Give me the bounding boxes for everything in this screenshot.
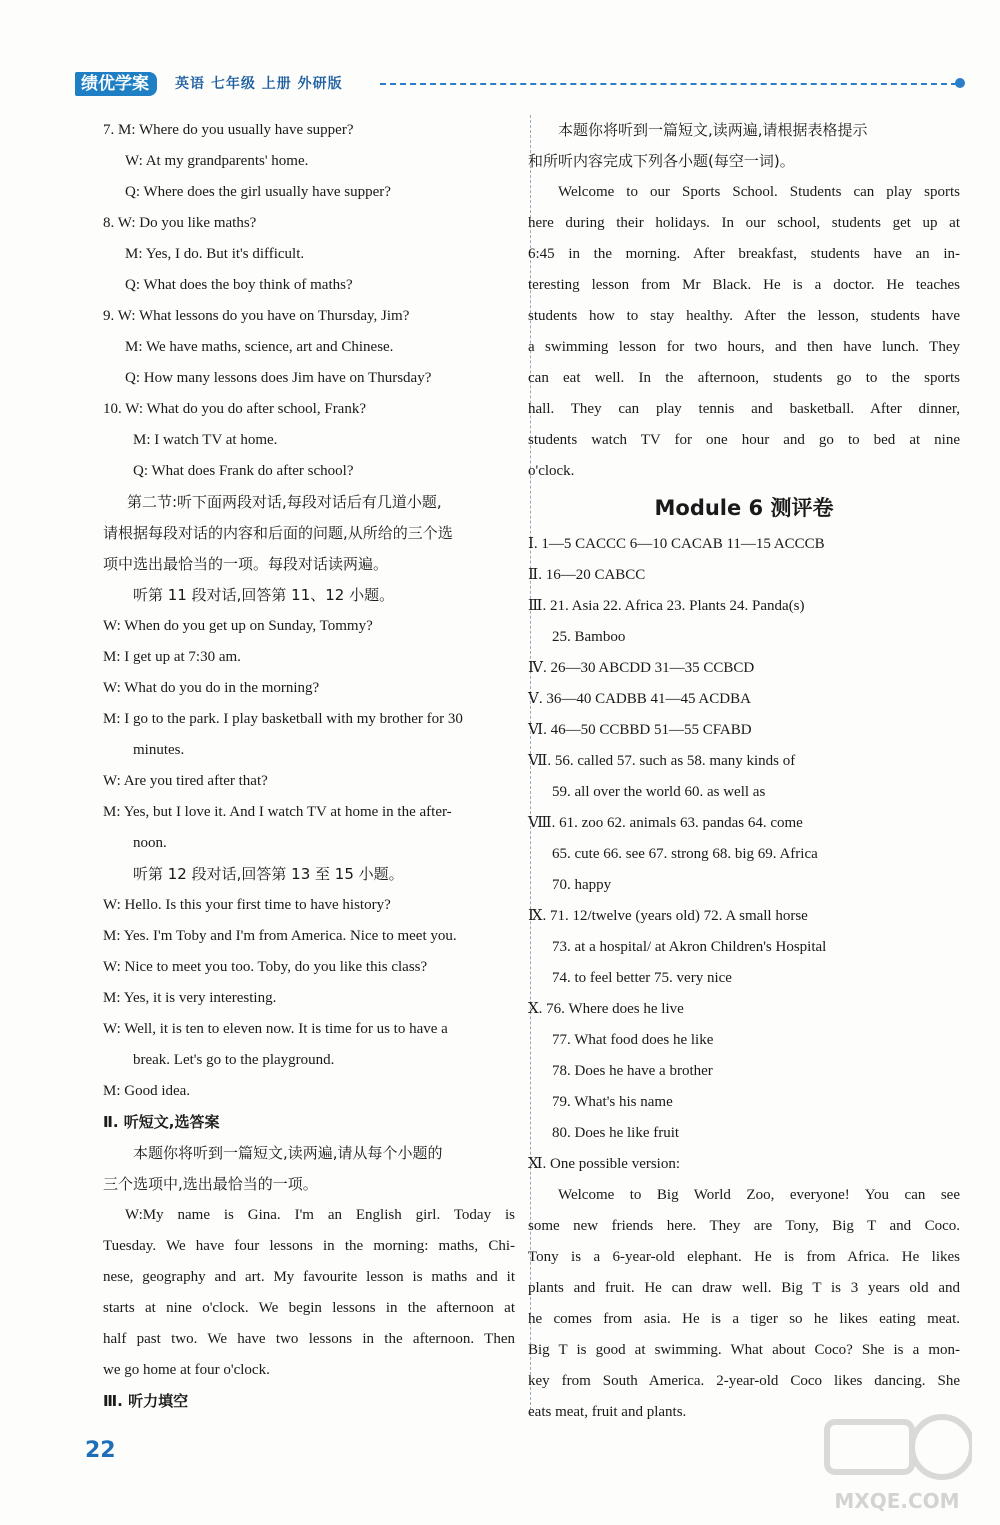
text-line: students watch TV for one hour and go to bed at nine xyxy=(528,432,960,448)
text-line: Ⅲ. 听力填空 xyxy=(103,1392,189,1410)
header-dot xyxy=(955,78,965,88)
text-line: 9. W: What lessons do you have on Thursday, Jim? xyxy=(103,308,410,324)
text-line: Ⅴ. 36—40 CADBB 41—45 ACDBA xyxy=(528,691,751,707)
text-line: Q: Where does the girl usually have supper? xyxy=(125,184,391,200)
text-line: eats meat, fruit and plants. xyxy=(528,1404,687,1420)
text-line: noon. xyxy=(133,835,167,851)
text-line: Ⅲ. 21. Asia 22. Africa 23. Plants 24. Panda(s) xyxy=(528,598,805,614)
text-line: M: I watch TV at home. xyxy=(133,432,278,448)
text-line: 25. Bamboo xyxy=(552,629,626,645)
text-line: Q: How many lessons does Jim have on Thursday? xyxy=(125,370,432,386)
text-line: Ⅹ. 76. Where does he live xyxy=(528,1001,684,1017)
text-line: W: Well, it is ten to eleven now. It is time for us to have a xyxy=(103,1021,448,1037)
text-line: M: I get up at 7:30 am. xyxy=(103,649,241,665)
text-line: minutes. xyxy=(133,742,185,758)
text-line: 8. W: Do you like maths? xyxy=(103,215,257,231)
header-rule xyxy=(380,83,957,85)
page-number: 22 xyxy=(85,1438,116,1463)
text-line: Ⅰ. 1—5 CACCC 6—10 CACAB 11—15 ACCCB xyxy=(528,536,825,552)
text-line: 6:45 in the morning. After breakfast, students have an in- xyxy=(528,246,960,262)
text-line: M: Yes, but I love it. And I watch TV at home in the after- xyxy=(103,804,452,820)
text-line: M: I go to the park. I play basketball with my brother for 30 xyxy=(103,711,463,727)
text-line: M: Yes. I'm Toby and I'm from America. Nice to meet you. xyxy=(103,928,457,944)
text-line: 和所听内容完成下列各小题(每空一词)。 xyxy=(528,152,795,170)
answer-key xyxy=(528,529,960,1428)
text-line: W: Hello. Is this your first time to have history? xyxy=(103,897,391,913)
text-line: W: Are you tired after that? xyxy=(103,773,268,789)
text-line: 74. to feel better 75. very nice xyxy=(552,970,732,986)
text-line: o'clock. xyxy=(528,463,575,479)
text-line: here during their holidays. In our school, students get up at xyxy=(528,215,960,231)
text-line: key from South America. 2-year-old Coco likes dancing. She xyxy=(528,1373,960,1389)
text-line: 78. Does he have a brother xyxy=(552,1063,713,1079)
text-line: hall. They can play tennis and basketball. After dinner, xyxy=(528,401,960,417)
module-title: Module 6 测评卷 xyxy=(654,496,834,520)
text-line: Ⅶ. 56. called 57. such as 58. many kinds of xyxy=(528,753,796,769)
text-line: 项中选出最恰当的一项。每段对话读两遍。 xyxy=(103,555,389,573)
text-line: 70. happy xyxy=(552,877,612,893)
text-line: 73. at a hospital/ at Akron Children's Hospital xyxy=(552,939,827,955)
listening-passage xyxy=(528,115,960,487)
brand-logo: 绩优学案 xyxy=(75,72,157,96)
text-line: a swimming lesson for two hours, and then have lunch. They xyxy=(528,339,960,355)
text-line: 80. Does he like fruit xyxy=(552,1125,680,1141)
text-line: Welcome to our Sports School. Students can play sports xyxy=(558,184,960,200)
text-line: 59. all over the world 60. as well as xyxy=(552,784,766,800)
text-line: he comes from asia. He is a tiger so he likes eating meat. xyxy=(528,1311,960,1327)
text-line: 7. M: Where do you usually have supper? xyxy=(103,122,354,138)
text-line: M: Yes, it is very interesting. xyxy=(103,990,277,1006)
text-line: Q: What does Frank do after school? xyxy=(133,463,354,479)
text-line: Tuesday. We have four lessons in the morning: maths, Chi- xyxy=(103,1238,515,1254)
text-line: 65. cute 66. see 67. strong 68. big 69. Africa xyxy=(552,846,818,862)
watermark-logo xyxy=(822,1402,972,1517)
text-line: M: Good idea. xyxy=(103,1083,191,1099)
text-line: teresting lesson from Mr Black. He is a doctor. He teaches xyxy=(528,277,960,293)
watermark-text: MXQE.COM xyxy=(834,1489,960,1513)
right-column xyxy=(528,115,960,1428)
text-line: some new friends here. They are Tony, Big T and Coco. xyxy=(528,1218,960,1234)
text-line: W: Nice to meet you too. Toby, do you like this class? xyxy=(103,959,428,975)
text-line: nese, geography and art. My favourite lesson is maths and it xyxy=(103,1269,515,1285)
text-line: 请根据每段对话的内容和后面的问题,从所给的三个选 xyxy=(103,524,453,542)
text-line: W:My name is Gina. I'm an English girl. Today is xyxy=(125,1207,515,1223)
text-line: Ⅺ. One possible version: xyxy=(528,1156,681,1172)
text-line: Big T is good at swimming. What about Coco? She is a mon- xyxy=(528,1342,960,1358)
text-line: Ⅷ. 61. zoo 62. animals 63. pandas 64. come xyxy=(528,815,803,831)
text-line: 第二节:听下面两段对话,每段对话后有几道小题, xyxy=(127,493,442,511)
text-line: 三个选项中,选出最恰当的一项。 xyxy=(103,1175,318,1193)
text-line: M: Yes, I do. But it's difficult. xyxy=(125,246,305,262)
text-line: starts at nine o'clock. We begin lessons in the afternoon at xyxy=(103,1300,515,1316)
text-line: 10. W: What do you do after school, Frank? xyxy=(103,401,366,417)
text-line: plants and fruit. He can draw well. Big T is 3 years old and xyxy=(528,1280,960,1296)
page-header xyxy=(75,70,965,100)
text-line: Tony is a 6-year-old elephant. He is from Africa. He likes xyxy=(528,1249,960,1265)
left-column xyxy=(103,115,515,1417)
text-line: half past two. We have two lessons in the afternoon. Then xyxy=(103,1331,515,1347)
text-line: M: We have maths, science, art and Chinese. xyxy=(125,339,394,355)
text-line: Welcome to Big World Zoo, everyone! You can see xyxy=(558,1187,960,1203)
text-line: W: When do you get up on Sunday, Tommy? xyxy=(103,618,373,634)
text-line: Ⅳ. 26—30 ABCDD 31—35 CCBCD xyxy=(528,660,755,676)
text-line: 79. What's his name xyxy=(552,1094,673,1110)
book-subject: 英语 七年级 上册 外研版 xyxy=(175,76,343,92)
text-line: students how to stay healthy. After the lesson, students have xyxy=(528,308,960,324)
text-line: 听第 12 段对话,回答第 13 至 15 小题。 xyxy=(133,865,404,883)
text-line: 本题你将听到一篇短文,读两遍,请从每个小题的 xyxy=(133,1144,443,1162)
text-line: 听第 11 段对话,回答第 11、12 小题。 xyxy=(133,586,395,604)
text-line: 77. What food does he like xyxy=(552,1032,714,1048)
text-line: break. Let's go to the playground. xyxy=(133,1052,335,1068)
text-line: Ⅸ. 71. 12/twelve (years old) 72. A small horse xyxy=(528,908,808,924)
watermark-seal-icon xyxy=(822,1402,972,1492)
text-line: W: What do you do in the morning? xyxy=(103,680,320,696)
text-line: Ⅱ. 听短文,选答案 xyxy=(103,1113,220,1131)
text-line: W: At my grandparents' home. xyxy=(125,153,309,169)
text-line: we go home at four o'clock. xyxy=(103,1362,270,1378)
text-line: Ⅵ. 46—50 CCBBD 51—55 CFABD xyxy=(528,722,752,738)
text-line: can eat well. In the afternoon, students go to the sports xyxy=(528,370,960,386)
text-line: Q: What does the boy think of maths? xyxy=(125,277,353,293)
text-line: 本题你将听到一篇短文,读两遍,请根据表格提示 xyxy=(558,121,868,139)
text-line: Ⅱ. 16—20 CABCC xyxy=(528,567,646,583)
